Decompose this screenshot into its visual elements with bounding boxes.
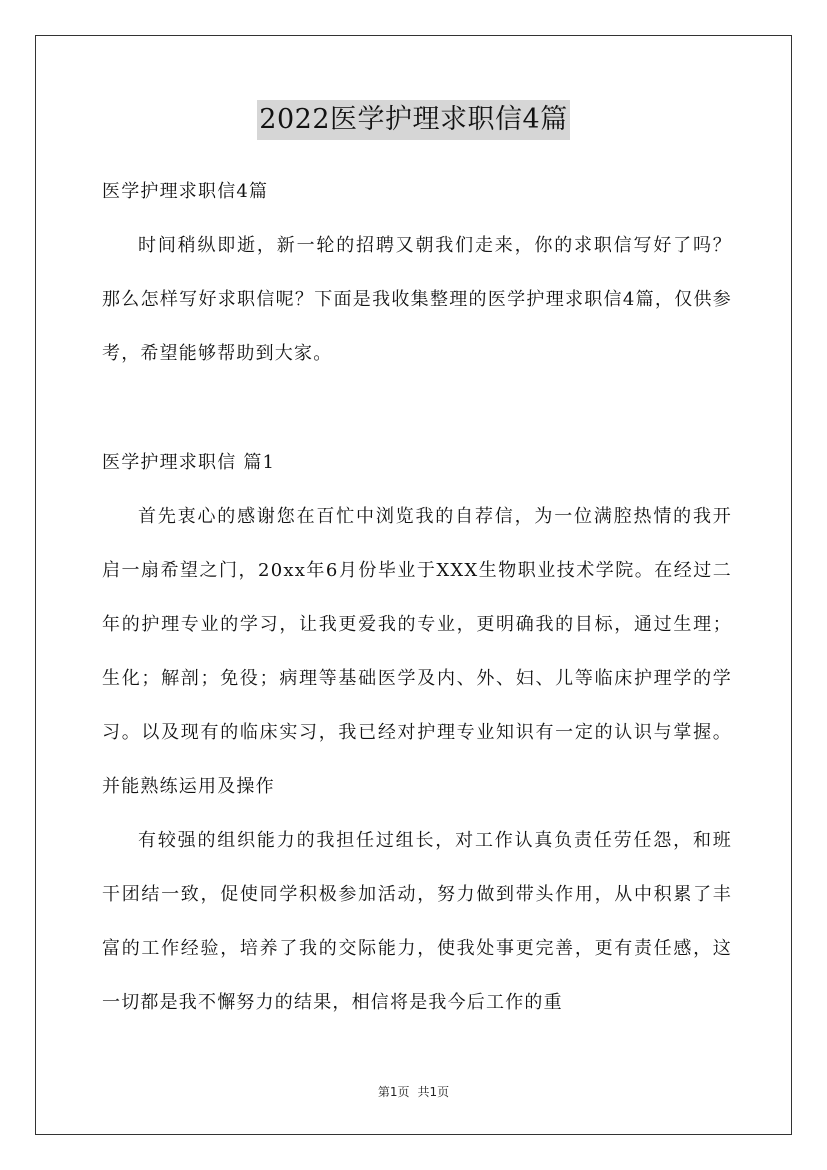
body-paragraph-1: 首先衷心的感谢您在百忙中浏览我的自荐信，为一位满腔热情的我开启一扇希望之门，20xx年6月份毕业于XXX生物职业技术学院。在经过二年的护理专业的学习，让我更爱我的专业，更明确我的目标，通过生理；生化；解剖；免役；病理等基础医学及内、外、妇、儿等临床护理学的学习。以及现有的临床实习，我已经对护理专业知识有一定的认识与掌握。并能熟练运用及操作: [102, 506, 732, 797]
section-heading: 医学护理求职信 篇1: [102, 452, 276, 473]
document-subtitle: 医学护理求职信4篇: [102, 181, 269, 202]
page-number: 第1页: [377, 1085, 410, 1099]
page-footer: [0, 1083, 827, 1100]
document-title: 2022医学护理求职信4篇: [257, 100, 569, 140]
letter-section-1: [102, 436, 732, 1030]
body-paragraph-2: 有较强的组织能力的我担任过组长，对工作认真负责任劳任怨，和班干团结一致，促使同学积极参加活动，努力做到带头作用，从中积累了丰富的工作经验，培养了我的交际能力，使我处事更完善，更有责任感，这一切都是我不懈努力的结果，相信将是我今后工作的重: [102, 830, 732, 1013]
document-body: [102, 165, 732, 381]
document-title-wrapper: [0, 100, 827, 140]
intro-paragraph: 时间稍纵即逝，新一轮的招聘又朝我们走来，你的求职信写好了吗？那么怎样写好求职信呢？下面是我收集整理的医学护理求职信4篇，仅供参考，希望能够帮助到大家。: [102, 235, 732, 364]
page-total: 共1页: [417, 1085, 450, 1099]
